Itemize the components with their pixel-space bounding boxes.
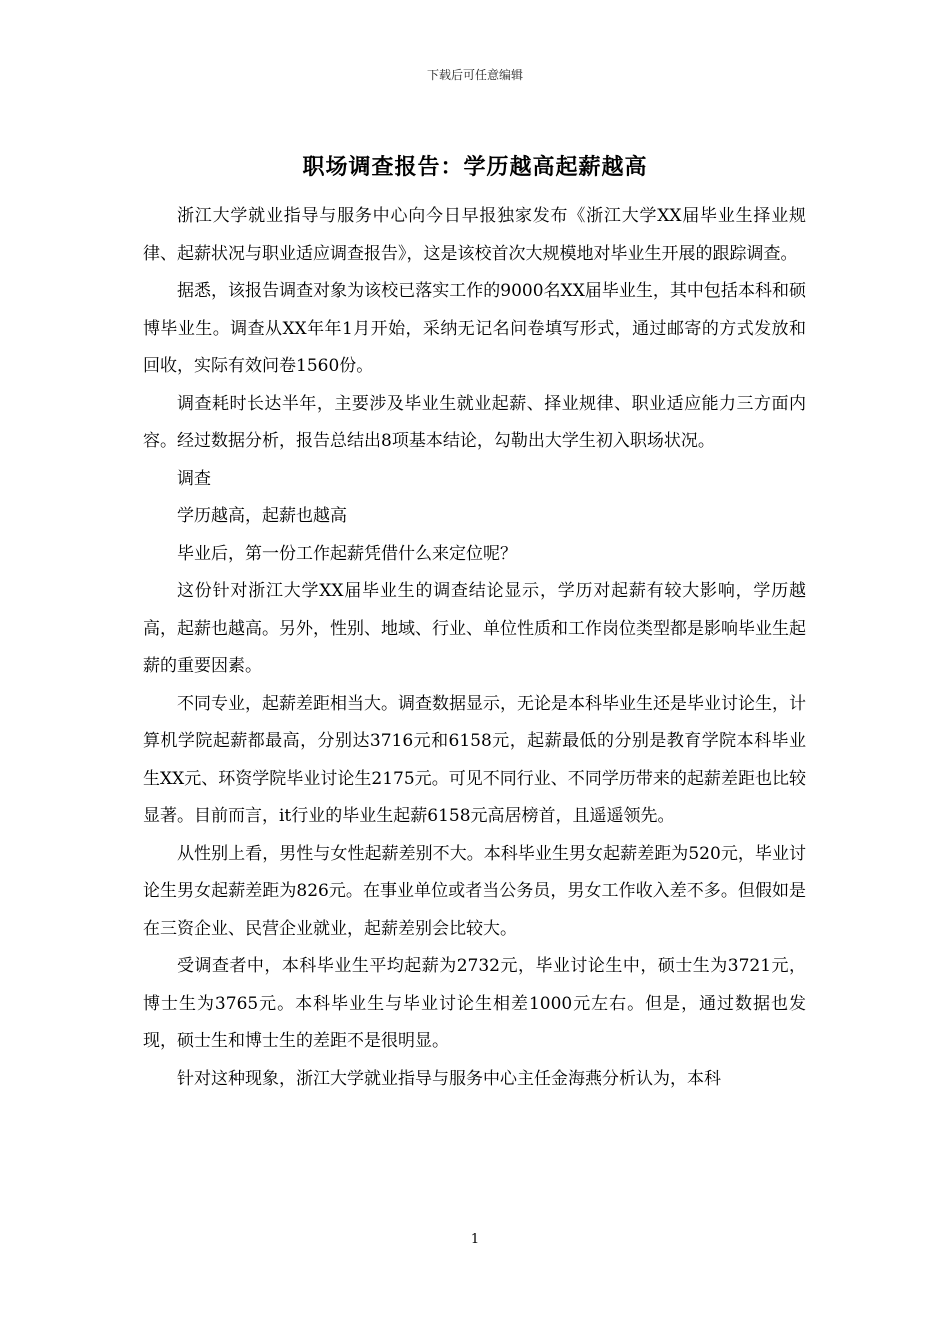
paragraph: 调查 [177,468,211,489]
paragraph: 不同专业，起薪差距相当大。调查数据显示，无论是本科毕业生还是毕业讨论生，计算机学院起薪都最高，分别达3716元和6158元，起薪最低的分别是教育学院本科毕业生XX元、环资学院毕业讨论生2175元。可见不同行业、不同学历带来的起薪差距也比较显著。目前而言，it行业的毕业生起薪6158元高居榜首，且遥遥领先。 [143,693,806,826]
paragraph: 受调查者中，本科毕业生平均起薪为2732元，毕业讨论生中，硕士生为3721元，博士生为3765元。本科毕业生与毕业讨论生相差1000元左右。但是，通过数据也发现，硕士生和博士生的差距不是很明显。 [143,956,806,1051]
page-number: 1 [470,1232,480,1247]
paragraph: 据悉，该报告调查对象为该校已落实工作的9000名XX届毕业生，其中包括本科和硕博毕业生。调查从XX年年1月开始，采纳无记名问卷填写形式，通过邮寄的方式发放和回收，实际有效问卷1560份。 [143,281,806,376]
document-title: 职场调查报告：学历越高起薪越高 [302,155,648,180]
paragraph: 浙江大学就业指导与服务中心向今日早报独家发布《浙江大学XX届毕业生择业规律、起薪状况与职业适应调查报告》，这是该校首次大规模地对毕业生开展的跟踪调查。 [143,206,806,264]
page-header: 下载后可任意编辑 [426,68,523,82]
paragraph: 这份针对浙江大学XX届毕业生的调查结论显示，学历对起薪有较大影响，学历越高，起薪也越高。另外，性别、地域、行业、单位性质和工作岗位类型都是影响毕业生起薪的重要因素。 [143,581,806,676]
paragraph: 针对这种现象，浙江大学就业指导与服务中心主任金海燕分析认为，本科 [177,1068,721,1089]
paragraph: 学历越高，起薪也越高 [177,506,347,526]
document-body [143,198,806,1098]
paragraph: 调查耗时长达半年，主要涉及毕业生就业起薪、择业规律、职业适应能力三方面内容。经过数据分析，报告总结出8项基本结论，勾勒出大学生初入职场状况。 [143,393,806,451]
paragraph: 从性别上看，男性与女性起薪差别不大。本科毕业生男女起薪差距为520元，毕业讨论生男女起薪差距为826元。在事业单位或者当公务员，男女工作收入差不多。但假如是在三资企业、民营企业就业，起薪差别会比较大。 [143,843,806,939]
paragraph: 毕业后，第一份工作起薪凭借什么来定位呢？ [177,543,517,564]
